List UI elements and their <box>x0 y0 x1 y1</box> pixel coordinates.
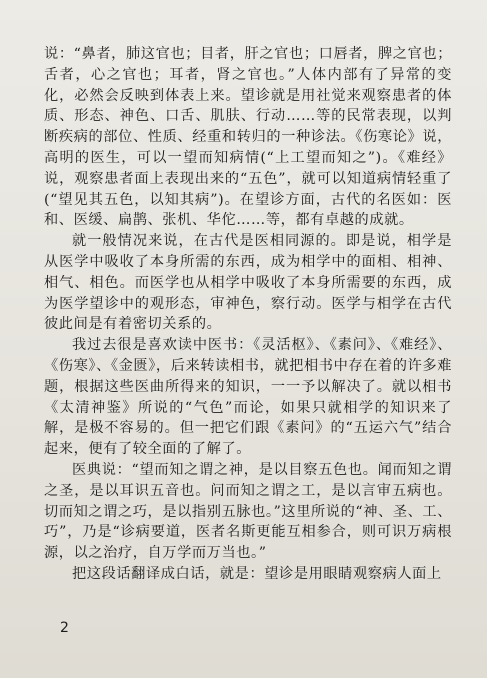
paragraph-2: 就一般情况来说，在古代是医相同源的。即是说，相学是从医学中吸收了本身所需的东西，成为相学中的面相、相神、相气、相色。而医学也从相学中吸收了本身所需要的东西，成为医学望诊中的观形态，审神色，察行动。医学与相学在古代彼此间是有着密切关系的。 <box>44 233 452 333</box>
paragraph-1: 说：“鼻者，肺这官也；目者，肝之官也；口唇者，脾之官也；舌者，心之官也；耳者，肾之官也。”人体内部有了异常的变化，必然会反映到体表上来。望诊就是用社觉来观察患者的体质、形态、神色、口舌、肌肤、行动……等的民常表现，以判断疾病的部位、性质、经重和转归的一种诊法。《伤寒论》说，高明的医生，可以一望而知病情(“上工望而知之”)。《难经》说，观察患者面上表现出来的“五色”，就可以知道病情轻重了(“望见其五色，以知其病”)。在望诊方面，古代的名医如：医和、医缓、扁鹊、张机、华佗……等，都有卓越的成就。 <box>44 46 452 229</box>
paragraph-5: 把这段话翻译成白话，就是：望诊是用眼睛观察病人面上 <box>72 565 442 582</box>
page-number: 2 <box>60 620 69 636</box>
body-text <box>44 44 452 585</box>
paragraph-4: 医典说：“望而知之谓之神，是以目察五色也。闻而知之谓之圣，是以耳识五音也。问而知之谓之工，是以言审五病也。切而知之谓之巧，是以指别五脉也。”这里所说的“神、圣、工、巧”，乃是“诊病要道，医者名斯更能互相参合，则可识万病根源，以之治疗，自万学而万当也。” <box>44 461 452 562</box>
paragraph-3: 我过去很是喜欢读中医书：《灵活枢》、《素问》、《难经》、《伤寒》、《金匮》，后来转读相书，就把相书中存在着的许多难题，根据这些医曲所得来的知识，一一予以解决了。就以相书《太清神鉴》所说的“气色”而论，如果只就相学的知识来了解，是极不容易的。但一把它们跟《素问》的“五运六气”结合起来，便有了较全面的了解了。 <box>44 337 452 458</box>
